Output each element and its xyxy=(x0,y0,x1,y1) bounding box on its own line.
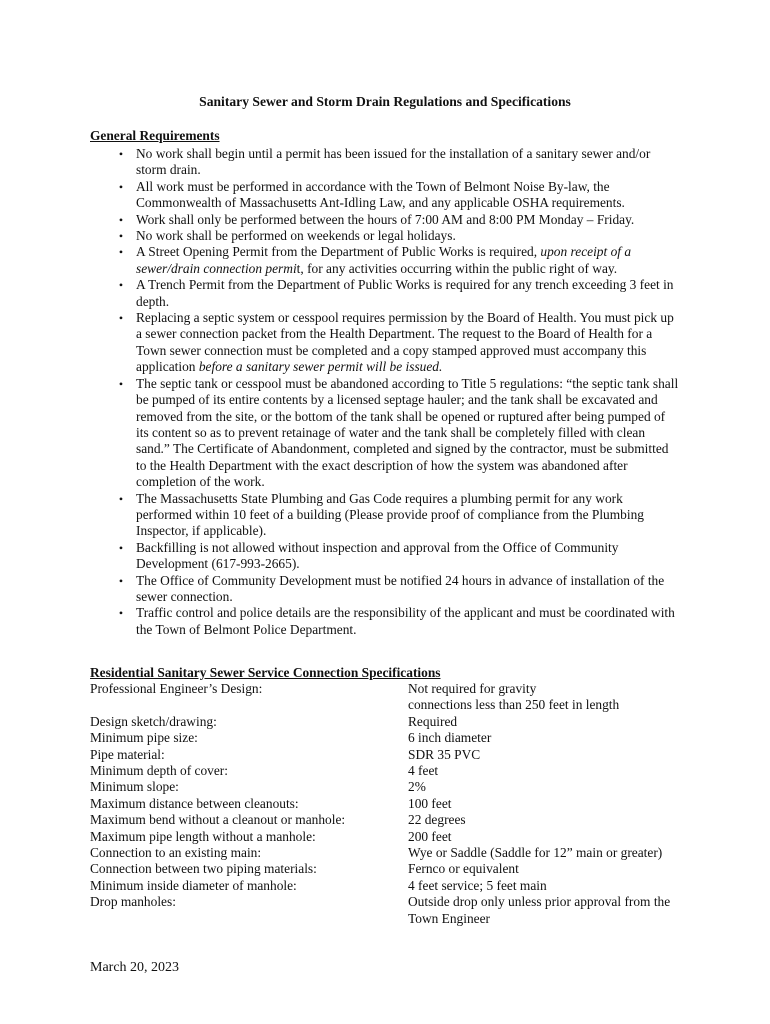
list-item-text: A Street Opening Permit from the Department of Public Works is required, xyxy=(136,244,541,260)
spec-label: Minimum pipe size: xyxy=(90,730,198,746)
list-item-text: Backfilling is not allowed without inspection and approval from the Office of Community Development (617-993-2665). xyxy=(136,539,619,572)
spec-label: Drop manholes: xyxy=(90,894,176,910)
bullet-icon: • xyxy=(118,179,124,194)
spec-value-line: Not required for gravity xyxy=(408,681,537,696)
spec-value: SDR 35 PVC xyxy=(408,746,481,762)
spec-label: Pipe material: xyxy=(90,746,165,762)
list-item xyxy=(118,211,681,228)
spec-label: Minimum inside diameter of manhole: xyxy=(90,877,297,893)
table-row xyxy=(90,812,690,828)
table-row xyxy=(90,681,690,714)
bullet-icon: • xyxy=(118,540,124,555)
list-item-text: No work shall be performed on weekends or legal holidays. xyxy=(136,228,456,244)
list-item-text: Work shall only be performed between the hours of 7:00 AM and 8:00 PM Monday – Friday. xyxy=(136,211,635,227)
bullet-icon: • xyxy=(118,245,124,260)
spec-value: 4 feet service; 5 feet main xyxy=(408,877,547,893)
list-item-text: Traffic control and police details are the responsibility of the applicant and must be coordinated with the Town of Belmont Police Department. xyxy=(136,605,675,637)
bullet-icon: • xyxy=(118,229,124,244)
list-item xyxy=(118,572,681,606)
list-item xyxy=(118,605,681,638)
list-item-text: Replacing a septic system or cesspool requires permission by the Board of Health. You must pick up a sewer connection packet from the Health Department. The request to the Board of Health for a Town sewer connection must be completed and a copy stamped approved must accompany this application xyxy=(136,310,674,375)
table-row xyxy=(90,894,690,927)
bullet-icon: • xyxy=(118,573,124,588)
spec-value: 6 inch diameter xyxy=(408,730,492,746)
spec-label: Minimum depth of cover: xyxy=(90,763,228,779)
table-row xyxy=(90,779,690,795)
spec-value-line: connections less than 250 feet in length xyxy=(408,697,620,713)
table-row xyxy=(90,796,690,812)
table-row xyxy=(90,861,690,877)
spec-label: Connection to an existing main: xyxy=(90,845,262,861)
table-row xyxy=(90,763,690,779)
general-requirements-heading: General Requirements xyxy=(90,128,220,143)
spec-value: Fernco or equivalent xyxy=(408,861,519,877)
bullet-icon: • xyxy=(118,212,124,227)
table-row xyxy=(90,829,690,845)
list-item-text: The Massachusetts State Plumbing and Gas Code requires a plumbing permit for any work performed within 10 feet of a building (Please provide proof of compliance from the Plumbing Inspector, if applicable). xyxy=(136,490,644,539)
list-item xyxy=(118,146,681,179)
list-item xyxy=(118,178,681,212)
page-title: Sanitary Sewer and Storm Drain Regulations and Specifications xyxy=(199,94,571,109)
bullet-icon: • xyxy=(118,606,124,621)
list-item xyxy=(118,539,681,573)
list-item-text: No work shall begin until a permit has been issued for the installation of a sanitary sewer and/or storm drain. xyxy=(136,146,651,178)
spec-label: Maximum pipe length without a manhole: xyxy=(90,828,316,844)
table-row xyxy=(90,747,690,763)
spec-value: 100 feet xyxy=(408,795,452,811)
spec-value xyxy=(408,894,690,927)
spec-label: Design sketch/drawing: xyxy=(90,713,217,729)
spec-value-line: Town Engineer xyxy=(408,910,490,926)
list-item xyxy=(118,244,681,277)
spec-value: 4 feet xyxy=(408,763,439,779)
list-item-text: A Trench Permit from the Department of Public Works is required for any trench exceeding 3 feet in depth. xyxy=(136,277,674,309)
bullet-icon: • xyxy=(118,278,124,293)
list-item xyxy=(118,277,681,310)
spec-label: Connection between two piping materials: xyxy=(90,861,317,877)
list-item-text: t, for any activities occurring within the public right of way. xyxy=(296,260,618,276)
table-row xyxy=(90,714,690,730)
list-item xyxy=(118,310,681,376)
list-item xyxy=(118,228,681,244)
table-row xyxy=(90,878,690,894)
bullet-icon: • xyxy=(118,491,124,506)
spec-label: Maximum bend without a cleanout or manhole: xyxy=(90,812,346,828)
spec-label: Maximum distance between cleanouts: xyxy=(90,795,299,811)
spec-value: 2% xyxy=(408,779,426,795)
list-item-text: All work must be performed in accordance with the Town of Belmont Noise By-law, the Commonwealth of Massachusetts Ant-Idling Law, and any applicable OSHA requirements. xyxy=(136,178,625,211)
residential-specs-heading: Residential Sanitary Sewer Service Connection Specifications xyxy=(90,665,441,680)
specs-table xyxy=(90,681,690,927)
general-requirements-list xyxy=(118,146,681,638)
bullet-icon: • xyxy=(118,147,124,161)
spec-value: Required xyxy=(408,713,458,729)
list-item-emphasis: before a sanitary sewer permit will be issued. xyxy=(198,359,443,375)
bullet-icon: • xyxy=(118,311,124,326)
list-item xyxy=(118,490,681,540)
spec-value: 200 feet xyxy=(408,828,452,844)
list-item xyxy=(118,375,681,491)
footer-date: March 20, 2023 xyxy=(90,960,180,975)
table-row xyxy=(90,730,690,746)
spec-label: Minimum slope: xyxy=(90,779,179,795)
spec-value: 22 degrees xyxy=(408,812,466,828)
table-row xyxy=(90,845,690,861)
spec-value: Wye or Saddle (Saddle for 12” main or greater) xyxy=(408,845,663,861)
list-item-text: The septic tank or cesspool must be abandoned according to Title 5 regulations: “the septic tank shall be pumped of its entire contents by a licensed septage hauler; and the tank shall be excavated and removed from the site, or the bottom of the tank shall be opened or ruptured after being pumped of its content so as to prevent retainage of water and the tank shall be completely filled with clean sand.” The Certificate of Abandonment, completed and signed by the contractor, must be submitted to the Health Department with the exact description of how the system was abandoned after completion of the work. xyxy=(136,375,679,490)
list-item-emphasis: upon receipt of a sewer/drain connection permi xyxy=(136,244,632,276)
spec-value-line: Outside drop only unless prior approval from the xyxy=(408,894,671,910)
list-item-text: The Office of Community Development must be notified 24 hours in advance of installation of the sewer connection. xyxy=(136,572,665,604)
spec-value xyxy=(408,681,690,714)
bullet-icon: • xyxy=(118,376,124,391)
spec-label: Professional Engineer’s Design: xyxy=(90,681,263,696)
